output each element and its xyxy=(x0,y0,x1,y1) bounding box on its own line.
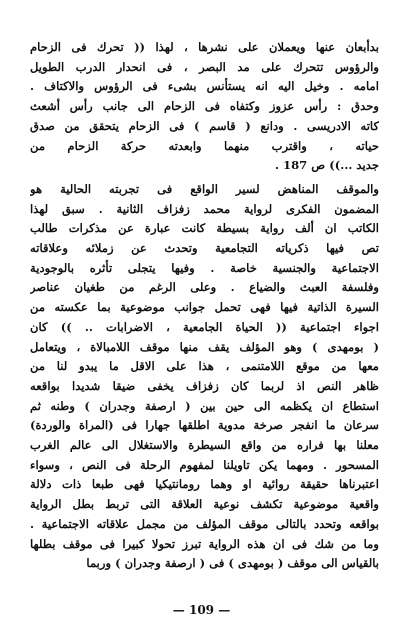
text-line: وما من شك فى ان هذه الرواية تبرز تحولا كبيرا فى موقف بطلها xyxy=(30,536,379,551)
text-line: سرعان ما انفجر صرخة مدوية اطلقها جهارا فى (المراة والوردة) xyxy=(30,418,379,433)
text-line: ( بومهدى ) وهو المؤلف يقف منها موقف اللامبالاة ، ويتعامل xyxy=(30,339,379,354)
text-line: واقعية موضوعية تكشف نوعية العلاقة التى تربط بطل الرواية xyxy=(30,497,379,512)
text-line: وفلسفة العبث والضياع . وعلى الرغم من طغيان عناصر xyxy=(30,280,379,295)
text-line: السيرة الذاتية فيها فهى تحمل جوانب موضوعية بما عكسته من xyxy=(30,300,379,315)
text-line: المضمون الفكرى لرواية محمد زفزاف الثانية . سبق لهذا xyxy=(30,201,379,216)
text-line: بدأبعان عنها ويعملان على نشرها ، لهذا (( تحرك فى الزحام xyxy=(30,40,379,54)
text-line: حياته ، واقترب منهما وابعدته حركة الزحام من xyxy=(30,138,379,153)
text-line: اجواء اجتماعية (( الحياة الجامعية ، الاضرابات .. )) كان xyxy=(30,319,379,334)
text-line: جديد ...)) ص 187 . xyxy=(274,158,379,173)
text-line: امامه . وخيل اليه انه يستأنس بشىء فى الرؤوس والاكتاف . xyxy=(30,79,379,94)
text-line: معلنا بها فراره من واقع السيطرة والاستغلال الى عالم الغرب xyxy=(30,438,379,453)
text-line: معها من موقع اللامتنمى ، هذا على الاقل ما يبدو لنا من xyxy=(30,359,379,374)
text-line: ظاهر النص اذ لربما كان زفزاف يخفى ضيقا شديدا بواقعه xyxy=(30,378,379,393)
text-line: الاجتماعية والجنسية خاصة . وفيها يتجلى تأثره بالوجودية xyxy=(30,260,379,275)
text-line: بالقياس الى موقف ( بومهدى ) فى ( ارصفة وجدران ) وربما xyxy=(86,556,379,571)
text-line: والموقف المناهض لسير الواقع فى تجربته الحالية هو xyxy=(30,181,379,196)
text-line: استطاع ان يكظمه الى حين بين ( ارصفة وجدران ) وطنه ثم xyxy=(30,398,379,413)
page-body-text xyxy=(30,38,379,574)
text-line: اعتبرناها حقيقة روائية او وهما رومانتيكيا فهى طبعا ذات دلالة xyxy=(30,477,379,492)
text-line: الكاتب ان ألف رواية بسيطة كانت عبارة عن مذكرات طالب xyxy=(30,221,379,236)
text-line: كاته الادريسى . ودانع ( قاسم ) فى الزحام يتحقق من صدق xyxy=(30,118,379,133)
text-line: المسحور . ومهما يكن تاويلنا لمفهوم الرحلة فى النص ، وسواء xyxy=(30,457,379,472)
text-line: والرؤوس تتحرك على مد البصر ، فى انحدار الدرب الطويل xyxy=(30,59,379,74)
paragraph xyxy=(30,180,379,574)
paragraph xyxy=(30,38,379,176)
text-line: وحدق : رأس عزوز وكتفاه فى الزحام الى جانب رأس أشعث xyxy=(30,99,379,114)
page-number: — 109 — xyxy=(172,603,231,617)
text-line: بواقعه وتحدد بالتالى موقف المؤلف من مجمل علاقاته الاجتماعية . xyxy=(30,516,379,531)
text-line: تص فيها ذكرياته التجامعية وتحدث عن زملائه وعلاقاته xyxy=(30,241,379,256)
